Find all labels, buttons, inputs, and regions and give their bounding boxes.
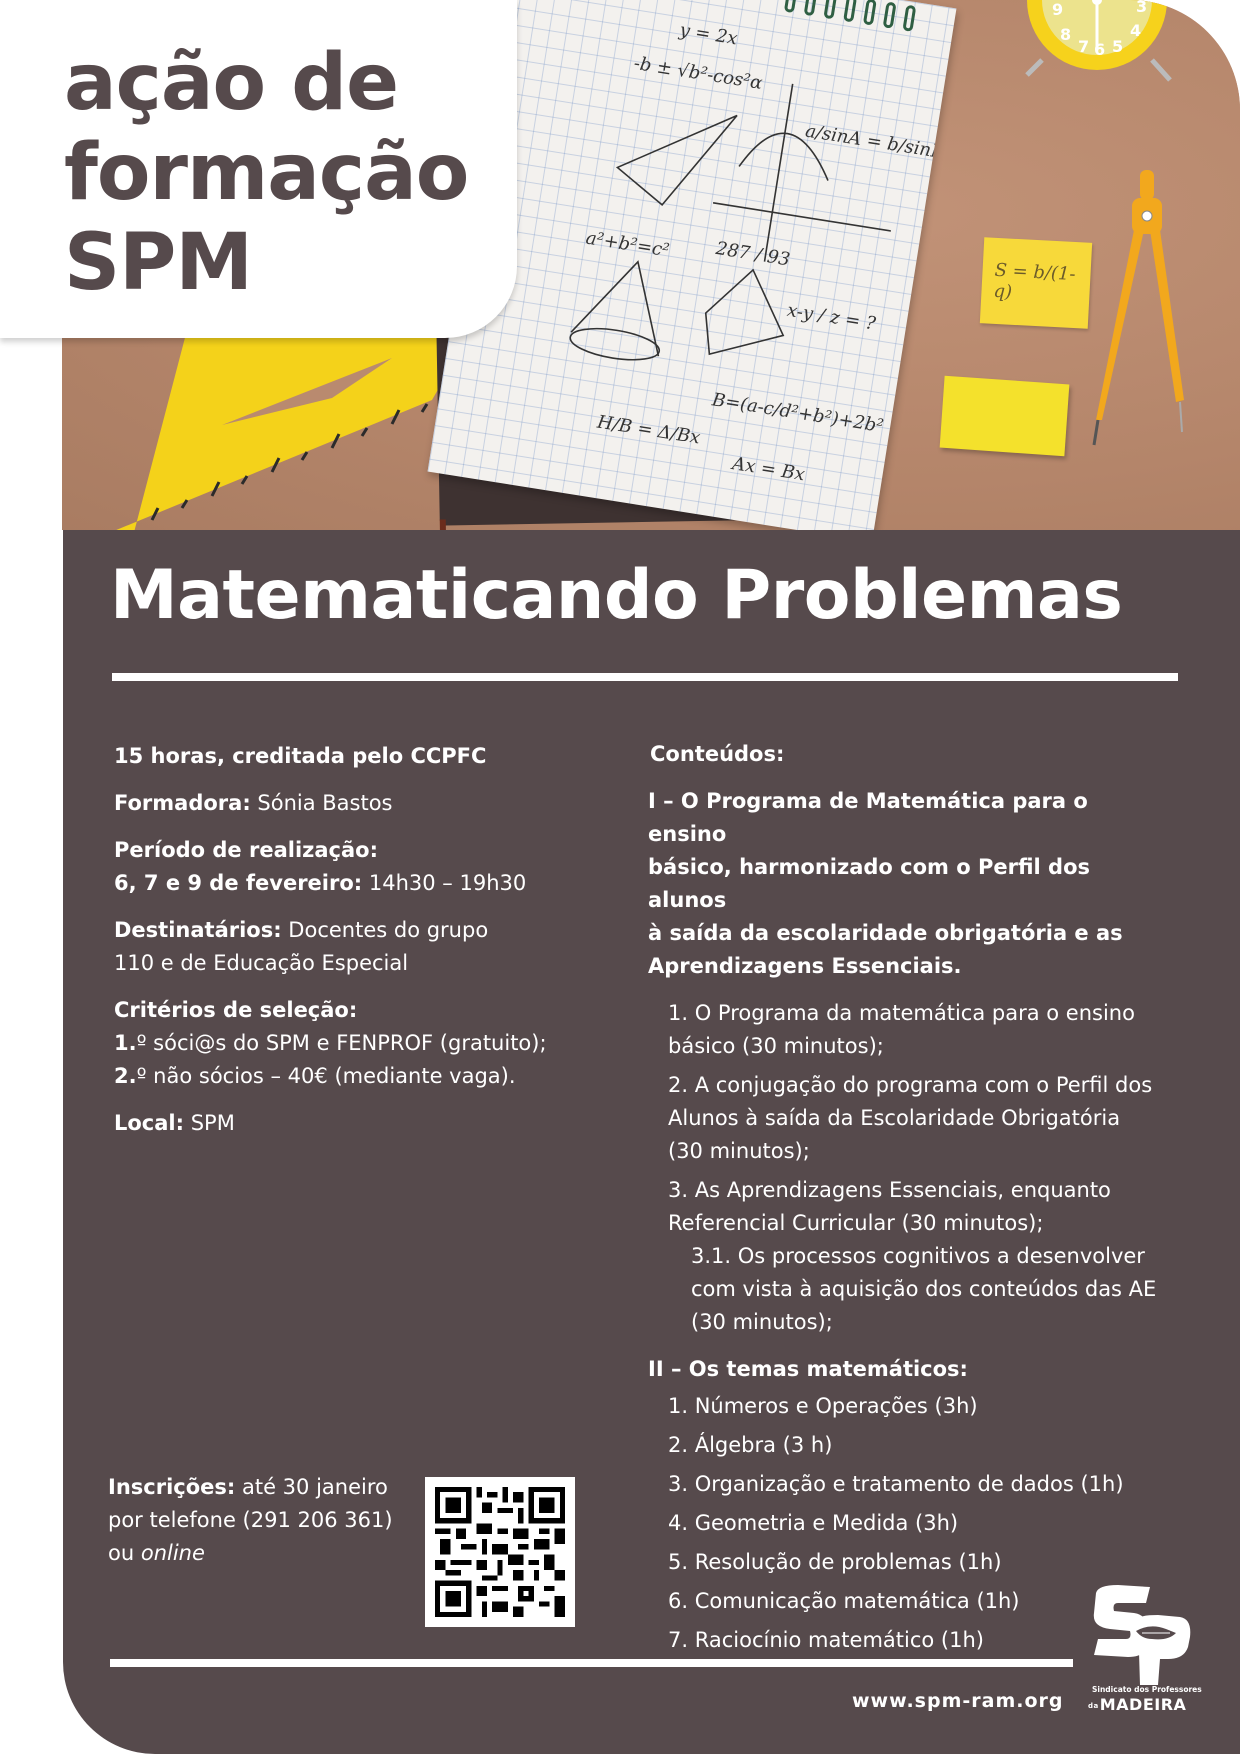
event-type-card <box>0 0 517 338</box>
sp-logo-icon <box>1088 1585 1196 1685</box>
contents-item: 1. O Programa da matemática para o ensino básico (30 minutos); <box>668 1001 1135 1058</box>
trainer-label: Formadora: <box>114 791 251 815</box>
registration-online: online <box>140 1541 205 1565</box>
registration-phone: por telefone (291 206 361) <box>108 1508 393 1532</box>
course-details <box>114 740 584 1154</box>
svg-text:-b ± √b²-cos²α: -b ± √b²-cos²α <box>632 52 764 94</box>
svg-text:3: 3 <box>1136 0 1148 16</box>
criteria-label: Critérios de seleção: <box>114 998 358 1022</box>
location-value: SPM <box>184 1111 235 1135</box>
qr-code-icon[interactable] <box>425 1477 575 1627</box>
svg-text:8: 8 <box>1060 25 1072 44</box>
event-type-line-1: ação de <box>64 38 398 128</box>
period-dates <box>114 867 584 900</box>
section-2-title: II – Os temas matemáticos: <box>648 1357 968 1381</box>
criteria-item: 2.º não sócios – 40€ (mediante vaga). <box>114 1064 516 1088</box>
topic-item: 5. Resolução de problemas (1h) <box>668 1550 1002 1574</box>
criteria-item: 1.º sóci@s do SPM e FENPROF (gratuito); <box>114 1031 547 1055</box>
svg-text:6: 6 <box>1094 40 1106 59</box>
svg-text:B=(a-c/d²+b²)+2b²: B=(a-c/d²+b²)+2b² <box>710 389 885 438</box>
svg-text:Ax = Bx: Ax = Bx <box>730 453 807 486</box>
topic-item: 1. Números e Operações (3h) <box>668 1394 978 1418</box>
logo-org-name: Sindicato dos Professores <box>1092 1685 1202 1694</box>
svg-text:5: 5 <box>1112 37 1124 56</box>
sticky-note-image: S = b/(1-q) <box>980 237 1092 329</box>
audience: Destinatários: Docentes do grupo 110 e de Educação Especial <box>114 918 489 975</box>
svg-text:y = 2x: y = 2x <box>678 19 739 50</box>
dates-label: 6, 7 e 9 de fevereiro: <box>114 871 363 895</box>
svg-text:H/B = Δ/Bx: H/B = Δ/Bx <box>595 411 702 449</box>
topic-item: 7. Raciocínio matemático (1h) <box>668 1628 984 1652</box>
svg-text:a²+b²=c²: a²+b²=c² <box>584 227 671 262</box>
audience-label: Destinatários: <box>114 918 282 942</box>
event-type-line-3: SPM <box>64 218 252 308</box>
svg-text:9: 9 <box>1052 0 1064 19</box>
topic-item: 4. Geometria e Medida (3h) <box>668 1511 959 1535</box>
topic-item: 3. Organização e tratamento de dados (1h) <box>668 1472 1124 1496</box>
svg-text:a/sinA = b/sinB: a/sinA = b/sinB <box>803 120 946 164</box>
topic-item: 6. Comunicação matemática (1h) <box>668 1589 1020 1613</box>
contents-item: 3. As Aprendizagens Essenciais, enquanto Referencial Curricular (30 minutos); <box>668 1178 1111 1235</box>
section-1-title: I – O Programa de Matemática para o ensino básico, harmonizado com o Perfil dos alunos à saída da escolaridade obrigatória e as Aprendizagens Essenciais. <box>648 789 1123 978</box>
svg-text:x-y / z = ?: x-y / z = ? <box>785 299 877 335</box>
location <box>114 1107 584 1140</box>
contents-sub-item: 3.1. Os processos cognitivos a desenvolver com vista à aquisição dos conteúdos das AE (30 minutos); <box>691 1244 1157 1334</box>
registration-info: Inscrições: até 30 janeiro por telefone (291 206 361) ou online <box>108 1475 393 1565</box>
course-contents <box>648 738 1168 1663</box>
course-hours: 15 horas, creditada pelo CCPFC <box>114 744 487 768</box>
svg-text:4: 4 <box>1130 21 1142 40</box>
spm-logo <box>1088 1585 1202 1717</box>
website-link[interactable]: www.spm-ram.org <box>852 1690 1064 1712</box>
logo-region: daMADEIRA <box>1088 1695 1187 1714</box>
period-label: Período de realização: <box>114 838 378 862</box>
footer-divider <box>110 1659 1073 1667</box>
topic-item: 2. Álgebra (3 h) <box>668 1433 833 1457</box>
location-label: Local: <box>114 1111 185 1135</box>
svg-text:7: 7 <box>1078 37 1090 56</box>
contents-heading: Conteúdos: <box>650 742 785 766</box>
title-divider <box>112 673 1178 681</box>
svg-text:287 / 93: 287 / 93 <box>714 237 792 271</box>
event-type-line-2: formação <box>64 128 469 218</box>
registration-label: Inscrições: <box>108 1475 236 1499</box>
yellow-eraser-image <box>940 376 1070 457</box>
contents-item: 2. A conjugação do programa com o Perfil dos Alunos à saída da Escolaridade Obrigatória (30 minutos); <box>668 1073 1153 1163</box>
trainer <box>114 787 584 820</box>
registration-deadline: até 30 janeiro <box>235 1475 388 1499</box>
trainer-value: Sónia Bastos <box>250 791 393 815</box>
course-title: Matematicando Problemas <box>110 556 1123 635</box>
drawing-compass-image <box>1092 170 1202 490</box>
dates-time: 14h30 – 19h30 <box>362 871 527 895</box>
alarm-clock-image <box>1012 0 1182 110</box>
